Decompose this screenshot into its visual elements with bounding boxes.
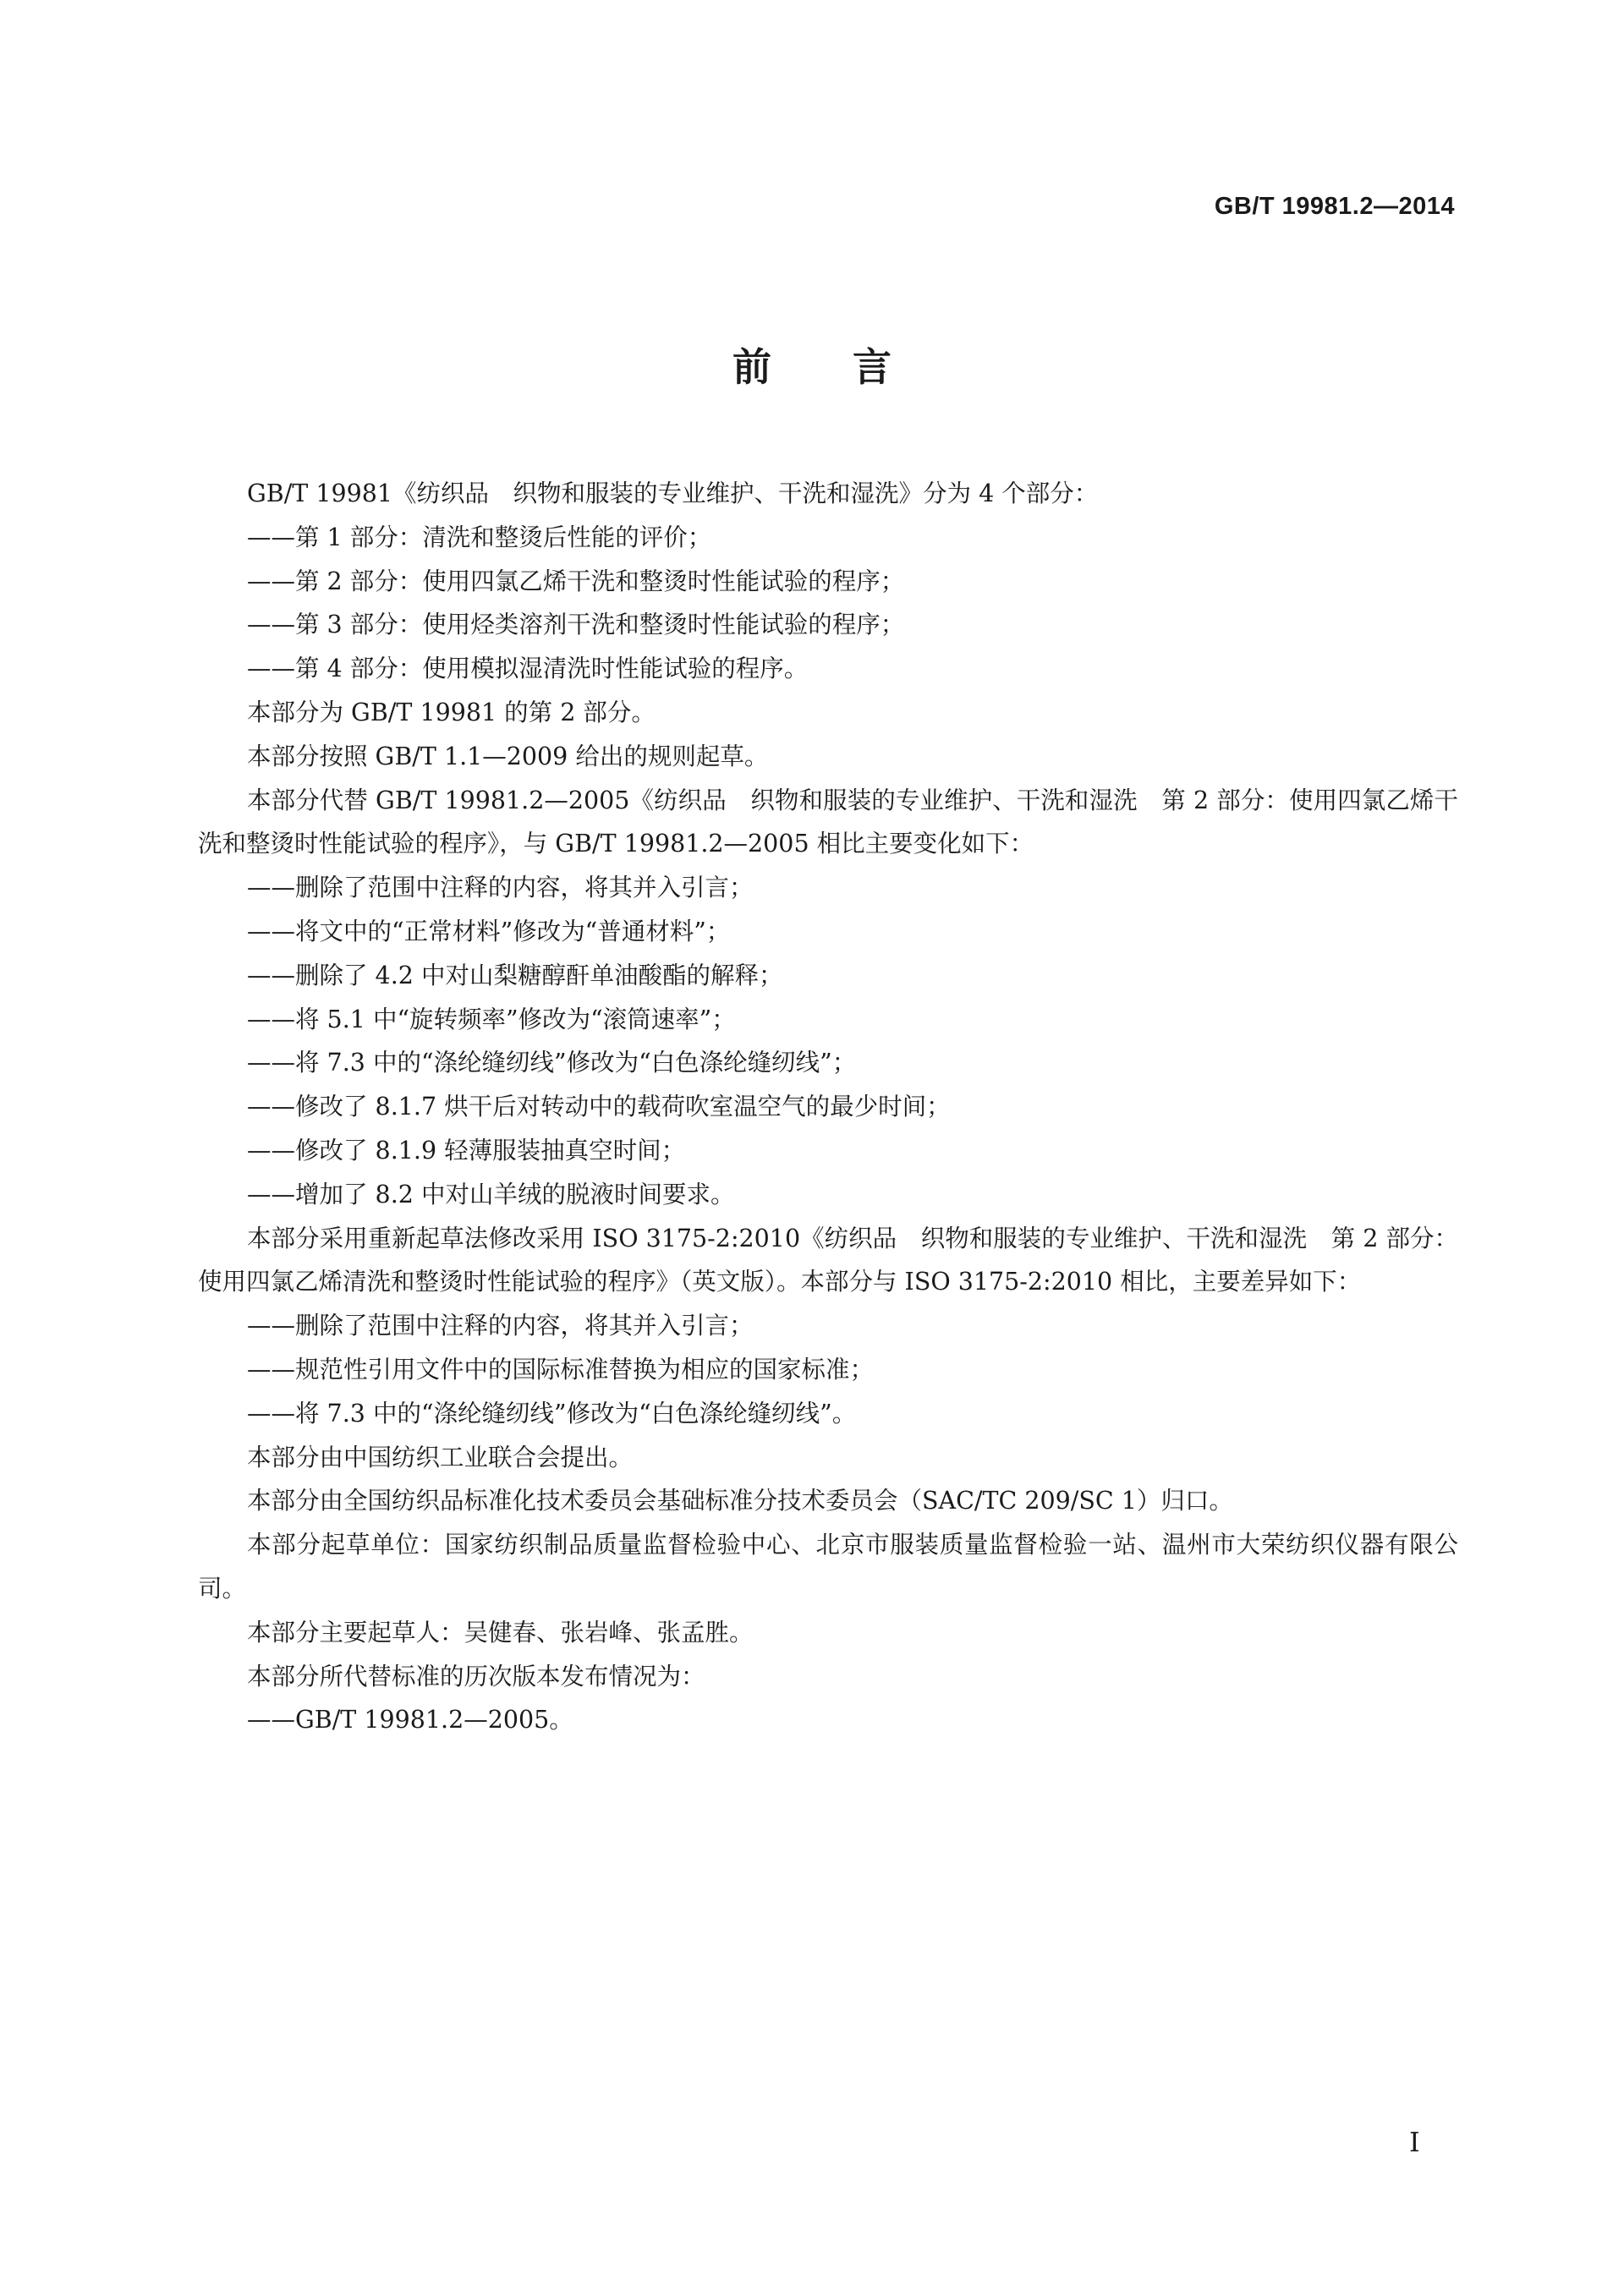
list-item: ——第 3 部分：使用烃类溶剂干洗和整烫时性能试验的程序； bbox=[247, 611, 905, 639]
list-item: ——将文中的“正常材料”修改为“普通材料”； bbox=[247, 917, 731, 945]
list-item: ——删除了范围中注释的内容，将其并入引言； bbox=[247, 1312, 754, 1340]
paragraph: 本部分代替 GB/T 19981.2—2005《纺织品 织物和服装的专业维护、干洗和湿洗 第 2 部分：使用四氯乙烯干洗和整烫时性能试验的程序》，与 GB/T 19981.2—2005 相比主要变化如下： bbox=[198, 786, 1458, 858]
list-item: ——将 7.3 中的“涤纶缝纫线”修改为“白色涤纶缝纫线”； bbox=[247, 1049, 857, 1077]
list-item: ——增加了 8.2 中对山羊绒的脱液时间要求。 bbox=[247, 1180, 735, 1208]
standard-number: GB/T 19981.2—2014 bbox=[1214, 193, 1455, 220]
paragraph: 本部分由全国纺织品标准化技术委员会基础标准分技术委员会（SAC/TC 209/SC 1）归口。 bbox=[247, 1487, 1233, 1515]
list-item: ——规范性引用文件中的国际标准替换为相应的国家标准； bbox=[247, 1355, 875, 1384]
list-item: ——GB/T 19981.2—2005。 bbox=[247, 1706, 573, 1734]
foreword-body bbox=[198, 472, 1458, 1742]
paragraph: GB/T 19981《纺织品 织物和服装的专业维护、干洗和湿洗》分为 4 个部分： bbox=[247, 479, 1099, 507]
paragraph: 本部分为 GB/T 19981 的第 2 部分。 bbox=[247, 698, 656, 726]
paragraph: 本部分按照 GB/T 1.1—2009 给出的规则起草。 bbox=[247, 742, 769, 770]
paragraph: 本部分采用重新起草法修改采用 ISO 3175-2:2010《纺织品 织物和服装的专业维护、干洗和湿洗 第 2 部分：使用四氯乙烯清洗和整烫时性能试验的程序》（英文版）。本部分与 ISO 3175-2:2010 相比，主要差异如下： bbox=[198, 1224, 1458, 1296]
paragraph: 本部分主要起草人：吴健春、张岩峰、张孟胜。 bbox=[247, 1618, 754, 1647]
list-item: ——将 7.3 中的“涤纶缝纫线”修改为“白色涤纶缝纫线”。 bbox=[247, 1399, 857, 1427]
list-item: ——修改了 8.1.9 轻薄服装抽真空时间； bbox=[247, 1136, 686, 1164]
paragraph: 本部分由中国纺织工业联合会提出。 bbox=[247, 1443, 634, 1471]
list-item: ——删除了 4.2 中对山梨糖醇酐单油酸酯的解释； bbox=[247, 961, 783, 989]
paragraph: 本部分起草单位：国家纺织制品质量监督检验中心、北京市服装质量监督检验一站、温州市大荣纺织仪器有限公司。 bbox=[198, 1531, 1458, 1603]
list-item: ——修改了 8.1.7 烘干后对转动中的载荷吹室温空气的最少时间； bbox=[247, 1093, 951, 1121]
page-number: I bbox=[1409, 2126, 1420, 2158]
list-item: ——第 2 部分：使用四氯乙烯干洗和整烫时性能试验的程序； bbox=[247, 567, 905, 595]
list-item: ——将 5.1 中“旋转频率”修改为“滚筒速率”； bbox=[247, 1005, 736, 1033]
list-item: ——删除了范围中注释的内容，将其并入引言； bbox=[247, 874, 754, 902]
list-item: ——第 4 部分：使用模拟湿清洗时性能试验的程序。 bbox=[247, 655, 809, 683]
list-item: ——第 1 部分：清洗和整烫后性能的评价； bbox=[247, 523, 712, 551]
page-title: 前言 bbox=[732, 344, 973, 390]
paragraph: 本部分所代替标准的历次版本发布情况为： bbox=[247, 1662, 705, 1690]
